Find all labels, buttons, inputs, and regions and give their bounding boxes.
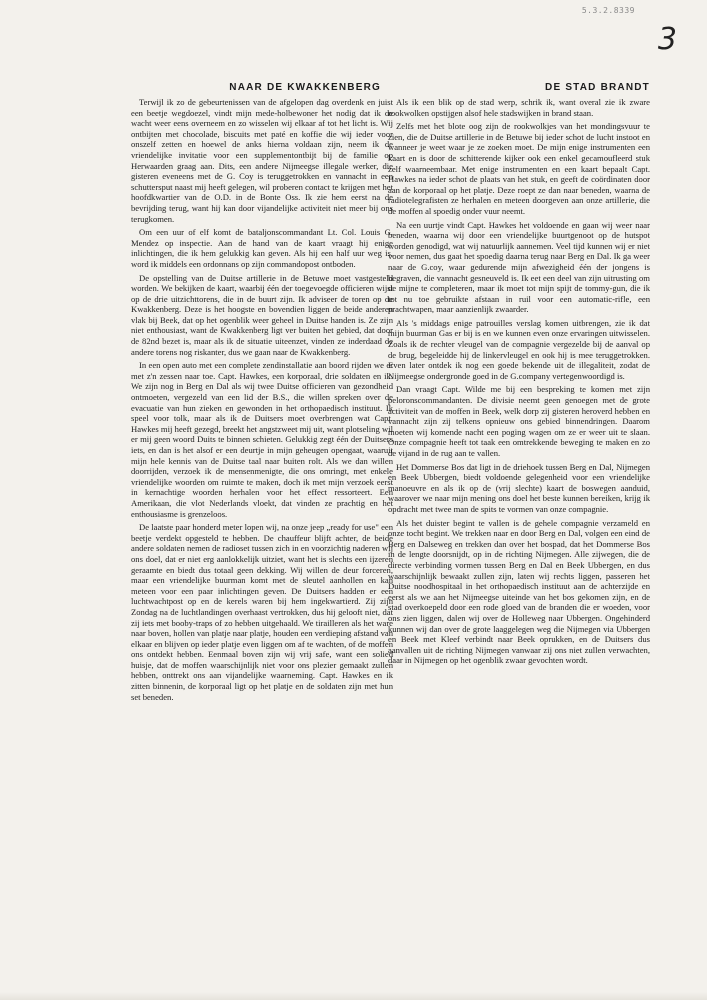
paragraph: Als ik een blik op de stad werp, schrik ik, want overal zie ik zware rookwolken opstijgen alsof hele stadswijken in brand staan.: [388, 97, 650, 118]
left-column-header: NAAR DE KWAKKENBERG: [229, 82, 381, 93]
right-column-header: DE STAD BRANDT: [545, 82, 650, 93]
paragraph: Als 's middags enige patrouilles verslag komen uitbrengen, zie ik dat mijn buurman Gas er bij is en we kunnen even onze ervaringen uitwisselen. Zoals ik de rechter vleugel van de compagnie vergezelde bij de aanval op de brug, begeleidde hij de linkervleugel en ook hij is mee teruggetrokken. Even later ontdek ik nog een goede bekende uit de illegaliteit, zodat de Nijmeegse ondergronde goed in de G.company vertegenwoordigd is.: [388, 317, 650, 381]
archive-stamp: 5.3.2.8339: [581, 6, 635, 15]
paragraph: De opstelling van de Duitse artillerie in de Betuwe moet vastgesteld worden. We bekijken de kaart, waarbij één der toegevoegde officieren wijst op de drie uitzichttorens, die in de buurt zijn. Ik adviseer de toren op de Kwakkenberg. Deze is het hoogste en bovendien liggen de beide anderen vlak bij Beek, dat op het ogenblik weer geheel in Duitse handen is. Ze zijn niet enthousiast, want de Kwakkenberg ligt ver buiten het gebied, dat door de 82nd bezet is, maar als ik de situatie uiteenzet, vinden ze inderdaad de andere torens nog riskanter, dus we gaan naar de Kwakkenberg.: [131, 272, 393, 357]
paragraph: Na een uurtje vindt Capt. Hawkes het voldoende en gaan wij weer naar beneden, waarna wij door een vriendelijke buurtgenoot op de hutspot worden genodigd, wat wij natuurlijk aannemen. Veel tijd kunnen wij er niet voor nemen, dus gaat het spoedig daarna terug naar Berg en Dal. Ik ga weer naar de G.coy, waar gedurende mijn afwezigheid één der jongens is begraven, die vannacht gesneuveld is. Ik eet een deel van zijn uitrusting om de mijne te completeren, maar ik moet tot mijn spijt de tommy-gun, die ik tot nu toe gebruikte afstaan in ruil voor een automatic-rifle, een prachtwapen, maar aanzienlijk zwaarder.: [388, 219, 650, 315]
paragraph: Om een uur of elf komt de bataljonscommandant Lt. Col. Louis G. Mendez op inspectie. Aan de hand van de kaart vraagt hij enige inlichtingen, die ik hem gelukkig kan geven. Als hij een half uur weg is, word ik middels een ordonnans op zijn commandopost ontboden.: [131, 227, 393, 269]
paragraph: In een open auto met een complete zendinstallatie aan boord rijden we er met z'n zessen naar toe. Capt. Hawkes, een korporaal, drie soldaten en ik. We zijn nog in Berg en Dal als wij twee Duitse officieren van gezondheid ontmoeten, vergezeld van een lid der B.S., die willen spreken over de evacuatie van hun zieken en gewonden in het orthopaedisch instituut. Ik speel voor tolk, maar als ik de Duitsers moet overbrengen wat Capt. Hawkes mij heeft gezegd, breekt het angstzweet mij uit, want plotseling wil er mij geen woord Duits te binnen schieten. Gelukkig zegt één der Duitsers iets, en dan is het alsof er een deurtje in mijn geheugen opengaat, waaruit mijn hele kennis van de Duitse taal naar buiten rolt. Als we dan willen doorrijden, verzoek ik de mensenmenigte, die ons omringt, met enkele vriendelijke woorden om ruimte te maken, doch ik met mijn verzoek eerst in kernachtige woorden herhalen voor het effect ressorteert. Een Amerikaan, die vlot Nederlands vloekt, dat vinden ze prachtig en het enthousiasme is grenzeloos.: [131, 360, 393, 519]
paragraph: Terwijl ik zo de gebeurtenissen van de afgelopen dag overdenk en juist een beetje wegdoezel, vindt mijn mede-holbewoner het nodig dat ik de wacht weer eens overneem en zo wisselen wij elkaar af tot het licht is. Wij ontbijten met chocolade, biscuits met paté en koffie die wij ieder voor onszelf zetten en hoewel de anks hierna voldaan zijn, neem ik de vriendelijke invitatie voor een supplementontbijt bij de familie op Herwaarden graag aan. Dits, een andere Nijmeegse illegale werker, die gisteren eveneens met de G. Coy is teruggetrokken en vannacht in een schuttersput naast mij heeft gelegen, wil proberen contact te krijgen met het hoofdkwartier van de O.D. in de Bonte Oss. Ik zie hem eerst na de bevrijding terug, want hij kan door vijandelijke activiteit niet meer bij ons terugkomen.: [131, 97, 393, 224]
paragraph: De laatste paar honderd meter lopen wij, na onze jeep „ready for use" een beetje verdekt opgesteld te hebben. De chauffeur blijft achter, de beide andere soldaten nemen de radioset tussen zich in en voorzichtig naderen wij ons doel, dat er niet erg aanlokkelijk uitziet, want het is slechts een ijzeren geraamte en biedt dus totaal geen dekking. Wij willen de deur forceren, maar een vriendelijke buurman komt met de sleutel aanhollen en kan meteen voor een paar inlichtingen geven. De Duitsers hadden er een luchtwachtpost op en de kerels waren bij hem ingekwartierd. Zij zijn Zondag na de luchtlandingen overhaast vertrokken, dus hij gelooft niet, dat zij iets met booby-traps of zo hebben uitgehaald. We tirailleren als het ware naar boven, hollen van platje naar platje, houden een verdieping afstand van elkaar en blijven op ieder platje even liggen om af te wachten, of de moffen ons ontdekt hebben. Eenmaal boven zijn wij vrij safe, want een solied huisje, dat de moffen waarschijnlijk niet voor ons plezier gemaakt zullen hebben, onttrekt ons aan vijandelijke waarneming. Capt. Hawkes en ik zitten binnenin, de korporaal ligt op het platje en de soldaten zijn met hun set beneden.: [131, 522, 393, 702]
paragraph: Het Dommerse Bos dat ligt in de driehoek tussen Berg en Dal, Nijmegen en Beek Ubbergen, biedt voldoende gelegenheid voor een vriendelijke manoeuvre en als ik op de (vrij slechte) kaart de boswegen aanduid, waarover we naar mijn mening ons doel het beste kunnen bereiken, krijg ik opdracht met twee man de spits te vormen van onze compagnie.: [388, 461, 650, 514]
page-number: 3: [657, 22, 677, 57]
left-column: [131, 82, 393, 705]
scan-edge: [0, 992, 707, 1000]
paragraph: Dan vraagt Capt. Wilde me bij een bespreking te komen met zijn peloronscommandanten. De divisie neemt geen genoegen met de grote activiteit van de moffen in Beek, welk dorp zij gisteren heroverd hebben en vannacht zijn zij telkens opnieuw ons gebied binnendringen. Daarom moeten wij komende nacht een poging wagen om ze er weer uit te slaan. Onze compagnie heeft tot taak een omtrekkende beweging te maken en zo de vijand in de rug aan te vallen.: [388, 384, 650, 458]
right-column: [388, 82, 650, 669]
paragraph: Als het duister begint te vallen is de gehele compagnie verzameld en onze tocht begint. We trekken naar en door Berg en Dal, volgen een eind de Berg en Dalseweg en trekken dan over het bospad, dat het Dommerse Bos in de lengte doorsnijdt, op in de richting Nijmegen. Alle zijwegen, die de directe verbinding vormen tussen Berg en Dal en Beek Ubbergen, en dus waarschijnlijk bewaakt zullen zijn, laten wij rechts liggen, passeren het Duitse noodhospitaal in het orthopaedisch instituut aan de achterzijde en eerst als we aan het Nijmeegse uiteinde van het bos gekomen zijn, en de stad overkoepeld door een rode gloed van de branden die er woeden, voor ons zien liggen, dalen wij over de Holleweg naar Ubbergen. Ongehinderd kunnen wij dan over de grote laaggelegen weg die Nijmegen via Ubbergen en Beek met Kleef verbindt naar Beek oprukken, en de Duitsers dus aanvallen uit de richting Nijmegen vanwaar zij ons niet zullen verwachten, daar in Nijmegen op het ogenblik zwaar gevochten wordt.: [388, 517, 650, 666]
paragraph: Zelfs met het blote oog zijn de rookwolkjes van het mondingsvuur te zien, die de Duitse artillerie in de Betuwe bij ieder schot de lucht instoot en wanneer je weet waar je ze zoeken moet. De mijn enige instrumenten een kaart en is door de schitterende kijker ook een enkel gecamoufleerd stuk zelf waarneembaar. Met enige instrumenten en een kaart bepaalt Capt. Hawkes na ieder schot de plaats van het stuk, en geeft de coördinaten door aan de korporaal op het platje. Deze roept ze dan naar beneden, waarna de radiotelegrafisten ze herhalen en meteen doorgeven aan onze artillerie, die de moffen al spoedig onder vuur neemt.: [388, 121, 650, 216]
